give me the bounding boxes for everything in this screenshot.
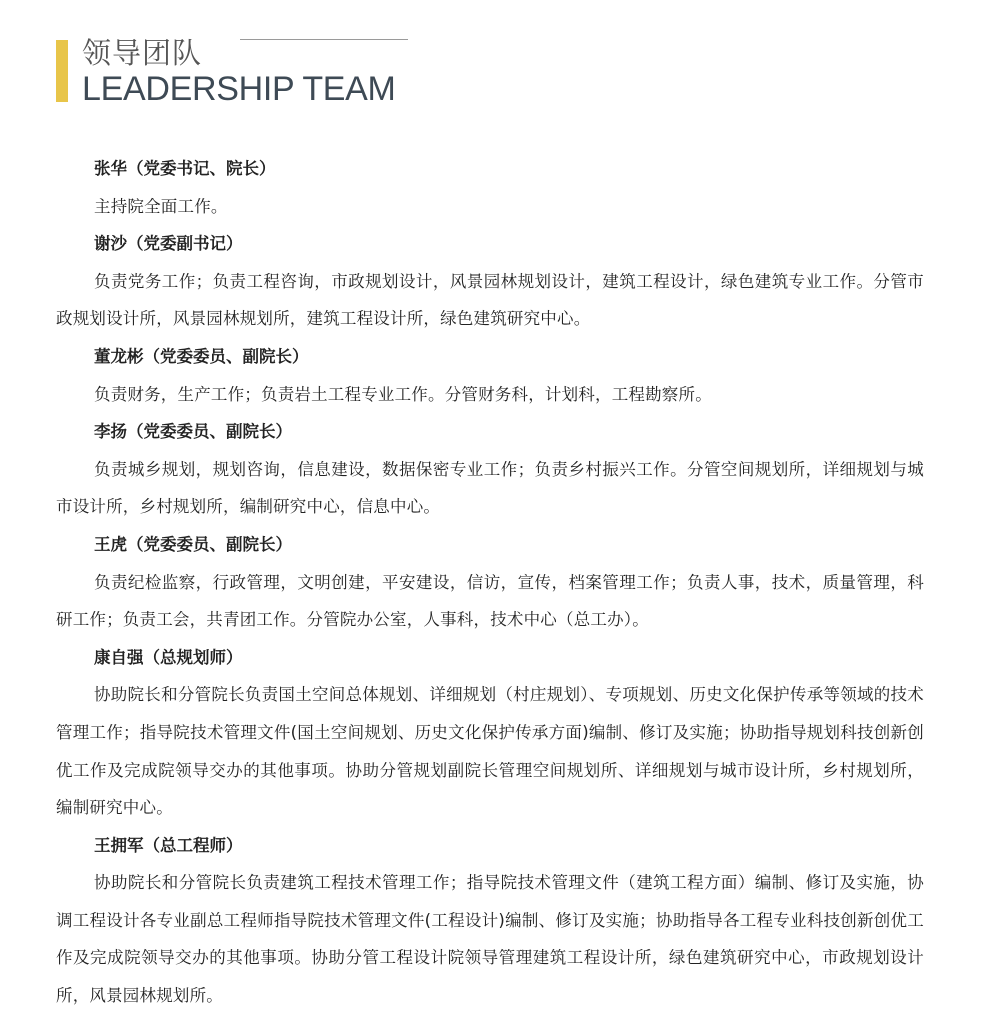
member-duties: 负责城乡规划，规划咨询，信息建设，数据保密专业工作；负责乡村振兴工作。分管空间规划所，详细规划与城市设计所，乡村规划所，编制研究中心，信息中心。 bbox=[56, 459, 924, 517]
section-title-english: LEADERSHIP TEAM bbox=[82, 70, 396, 108]
accent-bar bbox=[56, 40, 68, 102]
page-header bbox=[56, 36, 416, 106]
member-duties: 负责党务工作；负责工程咨询，市政规划设计，风景园林规划设计，建筑工程设计，绿色建筑专业工作。分管市政规划设计所，风景园林规划所，建筑工程设计所，绿色建筑研究中心。 bbox=[56, 271, 924, 329]
member-duties: 负责纪检监察，行政管理，文明创建，平安建设，信访，宣传，档案管理工作；负责人事，技术，质量管理，科研工作；负责工会，共青团工作。分管院办公室，人事科，技术中心（总工办）。 bbox=[56, 572, 924, 630]
member-name: 王虎（党委委员、副院长） bbox=[94, 534, 292, 554]
leadership-list bbox=[56, 150, 924, 1015]
member-entry bbox=[56, 526, 924, 639]
member-entry bbox=[56, 338, 924, 413]
member-name: 张华（党委书记、院长） bbox=[94, 159, 276, 178]
member-entry bbox=[56, 150, 924, 225]
member-name: 王拥军（总工程师） bbox=[94, 835, 243, 855]
member-duties: 协助院长和分管院长负责建筑工程技术管理工作；指导院技术管理文件（建筑工程方面）编制、修订及实施，协调工程设计各专业副总工程师指导院技术管理文件(工程设计)编制、修订及实施；协助指导各工程专业科技创新创优工作及完成院领导交办的其他事项。协助分管工程设计院领导管理建筑工程设计所，绿色建筑研究中心，市政规划设计所，风景园林规划所。 bbox=[56, 873, 924, 1006]
section-title-chinese: 领导团队 bbox=[82, 36, 203, 70]
member-name: 李扬（党委委员、副院长） bbox=[94, 422, 292, 442]
member-name: 谢沙（党委副书记） bbox=[94, 234, 243, 254]
member-duties: 协助院长和分管院长负责国土空间总体规划、详细规划（村庄规划）、专项规划、历史文化保护传承等领域的技术管理工作；指导院技术管理文件(国土空间规划、历史文化保护传承方面)编制、修订及实施；协助指导规划科技创新创优工作及完成院领导交办的其他事项。协助分管规划副院长管理空间规划所、详细规划与城市设计所，乡村规划所，编制研究中心。 bbox=[56, 685, 924, 818]
member-entry bbox=[56, 413, 924, 526]
header-divider bbox=[240, 39, 408, 40]
member-duties: 负责财务，生产工作；负责岩土工程专业工作。分管财务科，计划科，工程勘察所。 bbox=[94, 384, 712, 404]
member-entry bbox=[56, 225, 924, 338]
member-name: 康自强（总规划师） bbox=[94, 647, 243, 667]
member-name: 董龙彬（党委委员、副院长） bbox=[94, 346, 309, 366]
member-entry bbox=[56, 827, 924, 1015]
member-duties: 主持院全面工作。 bbox=[94, 196, 228, 216]
member-entry bbox=[56, 639, 924, 827]
